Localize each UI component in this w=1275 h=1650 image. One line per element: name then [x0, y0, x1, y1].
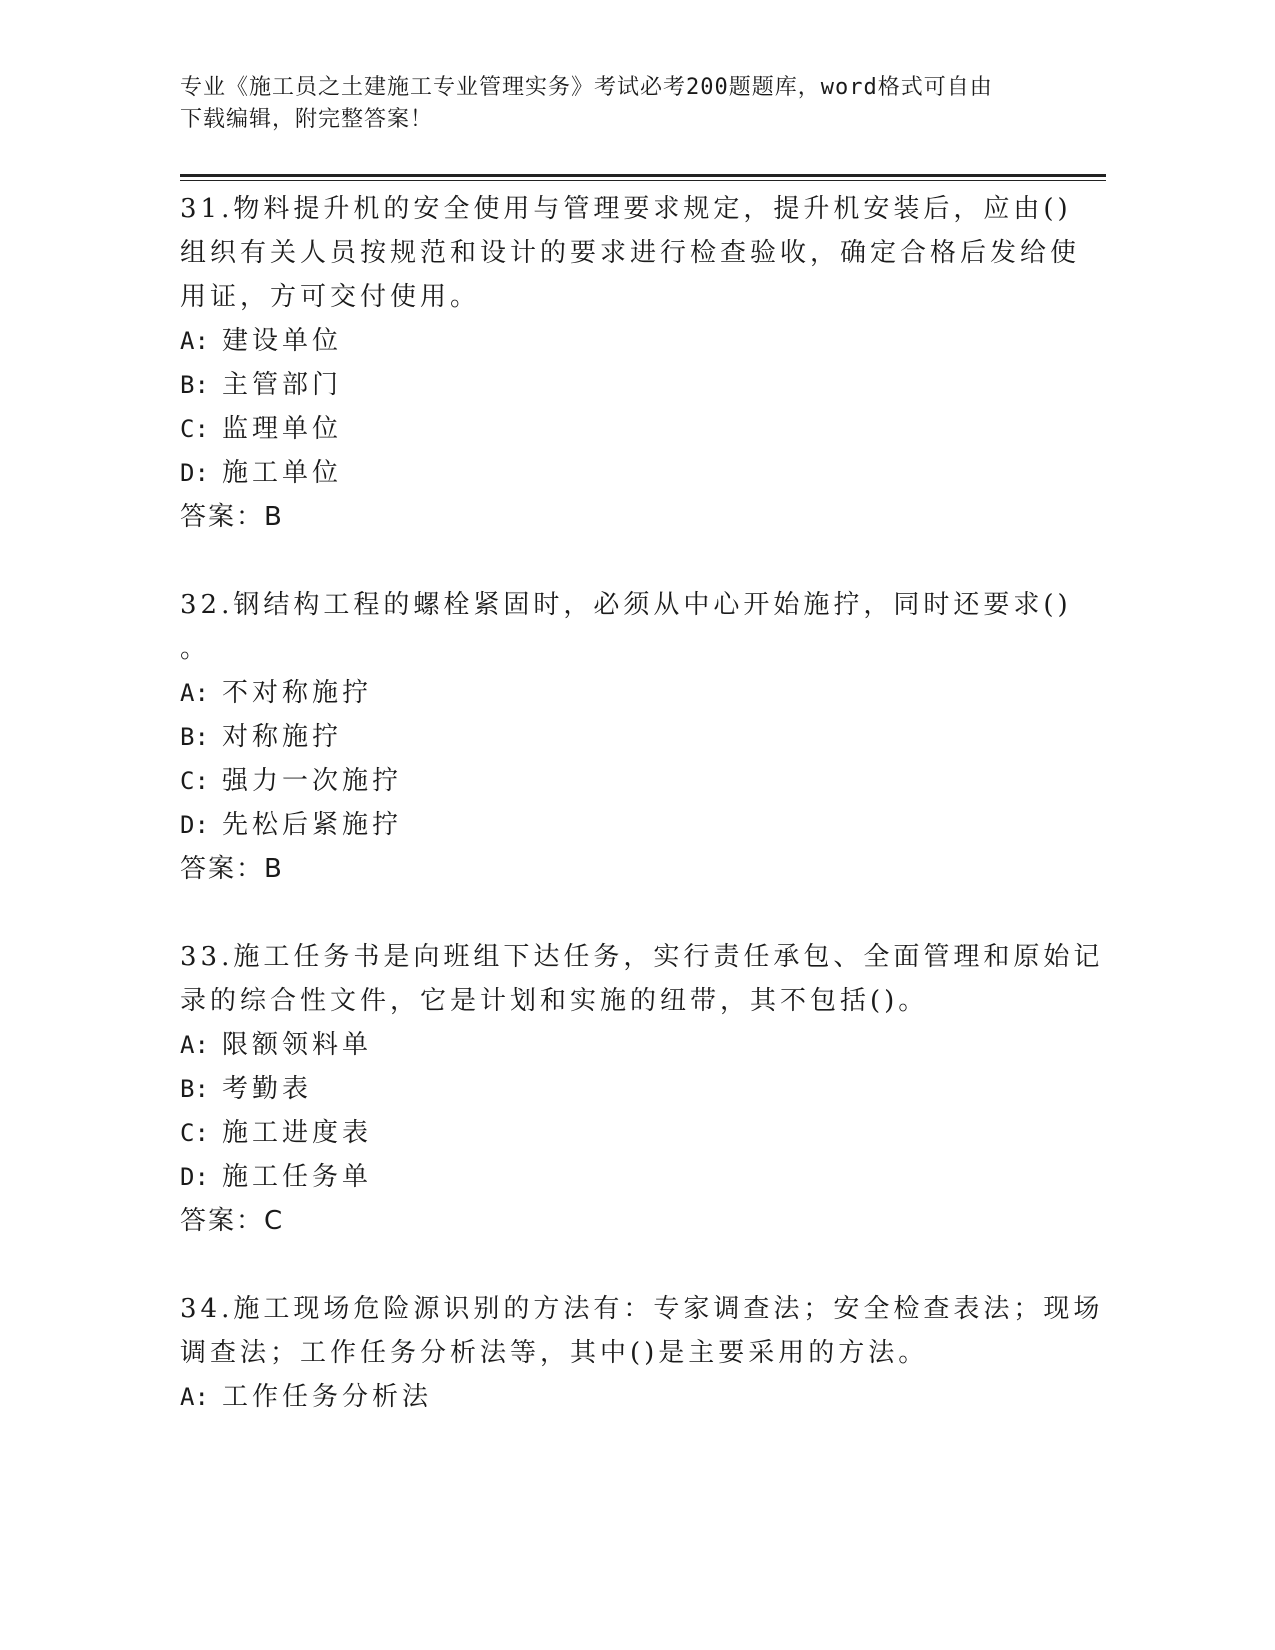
question-list: [180, 187, 1104, 1463]
option-key: C:: [180, 1119, 209, 1147]
option-key: C:: [180, 415, 209, 443]
question-stem-line: 用证，方可交付使用。: [180, 282, 481, 312]
option-b: [180, 715, 1060, 759]
question-stem-line: 录的综合性文件，它是计划和实施的纽带，其不包括()。: [180, 986, 929, 1016]
question-31: [180, 187, 1081, 539]
option-d: [180, 1155, 1060, 1199]
answer-line: 答案：B: [180, 502, 284, 532]
question-stem-line: 组织有关人员按规范和设计的要求进行检查验收，确定合格后发给使: [180, 238, 1081, 268]
option-key: B:: [180, 371, 209, 399]
option-text: 监理单位: [222, 414, 343, 444]
question-stem-line: 32.钢结构工程的螺栓紧固时，必须从中心开始施拧，同时还要求(): [180, 590, 1072, 620]
option-c: [180, 407, 1060, 451]
header-divider-thick: [180, 174, 1106, 177]
answer-line: 答案：B: [180, 854, 284, 884]
question-stem-line: 33.施工任务书是向班组下达任务，实行责任承包、全面管理和原始记: [180, 942, 1104, 972]
option-text: 工作任务分析法: [222, 1382, 433, 1412]
question-stem-line: 调查法；工作任务分析法等，其中()是主要采用的方法。: [180, 1338, 929, 1368]
option-d: [180, 803, 1060, 847]
question-stem-line: 34.施工现场危险源识别的方法有：专家调查法；安全检查表法；现场: [180, 1294, 1104, 1324]
option-text: 对称施拧: [222, 722, 343, 752]
option-key: A:: [180, 1383, 209, 1411]
header-line: 专业《施工员之土建施工专业管理实务》考试必考200题题库，word格式可自由: [180, 75, 993, 100]
option-text: 施工进度表: [222, 1118, 373, 1148]
option-b: [180, 363, 1060, 407]
question-34: [180, 1287, 1104, 1419]
option-key: A:: [180, 679, 209, 707]
option-text: 考勤表: [222, 1074, 313, 1104]
option-b: [180, 1067, 1060, 1111]
option-key: B:: [180, 1075, 209, 1103]
question-stem-line: 31.物料提升机的安全使用与管理要求规定，提升机安装后，应由(): [180, 194, 1072, 224]
option-key: D:: [180, 1163, 209, 1191]
option-key: C:: [180, 767, 209, 795]
option-key: D:: [180, 459, 209, 487]
option-c: [180, 759, 1060, 803]
option-text: 强力一次施拧: [222, 766, 403, 796]
document-header: [180, 72, 1060, 136]
option-a: [180, 1023, 1060, 1067]
option-text: 施工任务单: [222, 1162, 373, 1192]
option-text: 施工单位: [222, 458, 343, 488]
option-text: 主管部门: [222, 370, 343, 400]
option-a: [180, 1375, 1060, 1419]
question-32: [180, 583, 1072, 891]
question-33: [180, 935, 1104, 1243]
option-text: 建设单位: [222, 326, 343, 356]
option-text: 不对称施拧: [222, 678, 373, 708]
option-key: D:: [180, 811, 209, 839]
option-key: B:: [180, 723, 209, 751]
option-a: [180, 671, 1060, 715]
option-text: 先松后紧施拧: [222, 810, 403, 840]
option-text: 限额领料单: [222, 1030, 373, 1060]
header-divider-thin: [180, 180, 1106, 181]
option-key: A:: [180, 327, 209, 355]
question-stem-line: 。: [180, 634, 211, 664]
option-key: A:: [180, 1031, 209, 1059]
option-d: [180, 451, 1060, 495]
answer-line: 答案：C: [180, 1206, 285, 1236]
option-a: [180, 319, 1060, 363]
option-c: [180, 1111, 1060, 1155]
header-line: 下载编辑，附完整答案！: [180, 107, 434, 132]
